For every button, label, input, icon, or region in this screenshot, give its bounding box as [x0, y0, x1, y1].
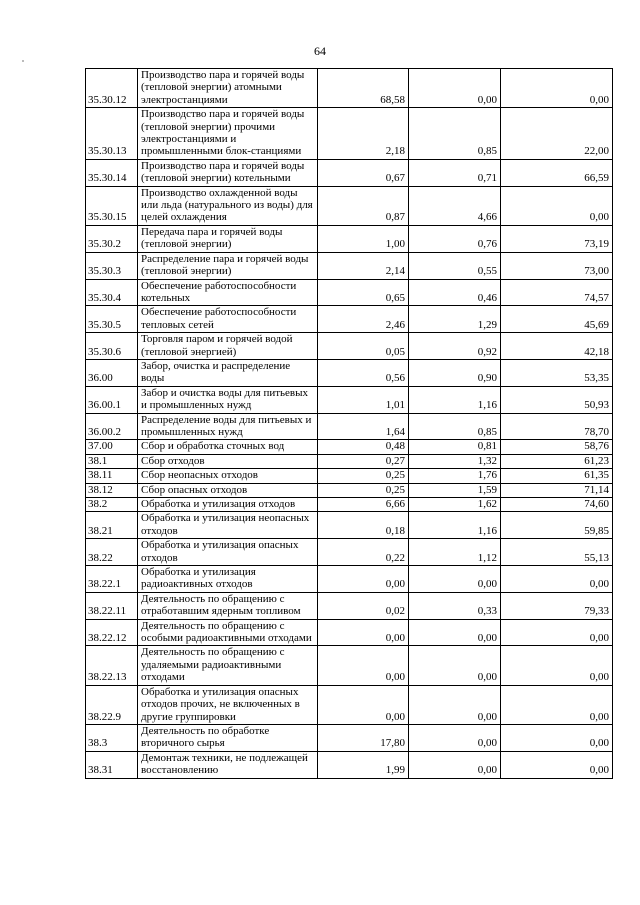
row-code-cell: 38.1	[86, 454, 138, 468]
row-name-cell: Передача пара и горячей воды (тепловой энергии)	[138, 225, 318, 252]
row-code-cell: 38.3	[86, 724, 138, 751]
row-code-cell: 38.22.1	[86, 566, 138, 593]
row-name-cell: Деятельность по обработке вторичного сырья	[138, 724, 318, 751]
row-value-1-cell: 0,05	[318, 333, 409, 360]
row-code-cell: 37.00	[86, 440, 138, 454]
row-value-2-cell: 0,46	[409, 279, 501, 306]
row-name-cell: Обработка и утилизация опасных отходов	[138, 539, 318, 566]
row-value-2-cell: 0,33	[409, 592, 501, 619]
row-value-3-cell: 0,00	[501, 186, 613, 225]
row-value-2-cell: 0,00	[409, 69, 501, 108]
row-name-cell: Сбор опасных отходов	[138, 483, 318, 497]
row-value-2-cell: 0,00	[409, 646, 501, 685]
table-row	[86, 69, 613, 108]
table-row	[86, 483, 613, 497]
row-value-3-cell: 55,13	[501, 539, 613, 566]
row-value-3-cell: 0,00	[501, 685, 613, 724]
row-code-cell: 38.11	[86, 469, 138, 483]
row-name-cell: Производство охлажденной воды или льда (натурального из воды) для целей охлаждения	[138, 186, 318, 225]
row-name-cell: Производство пара и горячей воды (тепловой энергии) котельными	[138, 159, 318, 186]
row-code-cell: 38.22.13	[86, 646, 138, 685]
row-value-2-cell: 0,85	[409, 413, 501, 440]
row-code-cell: 35.30.13	[86, 108, 138, 160]
row-code-cell: 35.30.14	[86, 159, 138, 186]
row-code-cell: 38.22.12	[86, 619, 138, 646]
row-code-cell: 35.30.3	[86, 252, 138, 279]
table-row	[86, 279, 613, 306]
table-row	[86, 186, 613, 225]
row-value-2-cell: 1,59	[409, 483, 501, 497]
row-code-cell: 35.30.6	[86, 333, 138, 360]
row-value-2-cell: 0,00	[409, 724, 501, 751]
row-value-3-cell: 0,00	[501, 69, 613, 108]
table-row	[86, 333, 613, 360]
row-value-2-cell: 0,76	[409, 225, 501, 252]
row-name-cell: Деятельность по обращению с отработавшим ядерным топливом	[138, 592, 318, 619]
row-code-cell: 38.22.9	[86, 685, 138, 724]
table-row	[86, 454, 613, 468]
row-name-cell: Забор и очистка воды для питьевых и промышленных нужд	[138, 386, 318, 413]
row-name-cell: Обработка и утилизация радиоактивных отходов	[138, 566, 318, 593]
row-value-2-cell: 0,71	[409, 159, 501, 186]
row-value-1-cell: 68,58	[318, 69, 409, 108]
row-value-2-cell: 0,90	[409, 359, 501, 386]
row-name-cell: Обеспечение работоспособности котельных	[138, 279, 318, 306]
row-name-cell: Обработка и утилизация неопасных отходов	[138, 512, 318, 539]
row-name-cell: Распределение пара и горячей воды (тепловой энергии)	[138, 252, 318, 279]
row-code-cell: 38.2	[86, 498, 138, 512]
table-row	[86, 386, 613, 413]
table-row	[86, 306, 613, 333]
table-row	[86, 539, 613, 566]
row-value-1-cell: 0,00	[318, 646, 409, 685]
page-number: 64	[314, 44, 326, 58]
row-value-1-cell: 1,99	[318, 751, 409, 778]
row-name-cell: Производство пара и горячей воды (тепловой энергии) прочими электростанциями и промышленными блок-станциями	[138, 108, 318, 160]
row-name-cell: Производство пара и горячей воды (тепловой энергии) атомными электростанциями	[138, 69, 318, 108]
row-value-2-cell: 0,85	[409, 108, 501, 160]
row-value-2-cell: 0,55	[409, 252, 501, 279]
row-value-1-cell: 0,18	[318, 512, 409, 539]
row-value-3-cell: 78,70	[501, 413, 613, 440]
table-body	[86, 69, 613, 779]
row-value-2-cell: 1,16	[409, 512, 501, 539]
row-value-1-cell: 0,67	[318, 159, 409, 186]
row-value-1-cell: 2,14	[318, 252, 409, 279]
table-row	[86, 751, 613, 778]
row-value-1-cell: 2,46	[318, 306, 409, 333]
table-row	[86, 512, 613, 539]
table-row	[86, 252, 613, 279]
row-value-1-cell: 0,56	[318, 359, 409, 386]
row-value-3-cell: 74,57	[501, 279, 613, 306]
row-value-1-cell: 0,87	[318, 186, 409, 225]
row-value-3-cell: 0,00	[501, 619, 613, 646]
row-value-3-cell: 73,00	[501, 252, 613, 279]
row-value-2-cell: 1,16	[409, 386, 501, 413]
row-value-2-cell: 0,81	[409, 440, 501, 454]
row-value-3-cell: 59,85	[501, 512, 613, 539]
row-code-cell: 38.31	[86, 751, 138, 778]
row-value-2-cell: 0,00	[409, 751, 501, 778]
row-code-cell: 36.00.1	[86, 386, 138, 413]
data-table	[85, 68, 613, 779]
row-value-2-cell: 1,29	[409, 306, 501, 333]
row-value-1-cell: 1,64	[318, 413, 409, 440]
row-value-3-cell: 53,35	[501, 359, 613, 386]
table-row	[86, 225, 613, 252]
table-row	[86, 566, 613, 593]
row-value-3-cell: 0,00	[501, 566, 613, 593]
row-name-cell: Обработка и утилизация опасных отходов прочих, не включенных в другие группировки	[138, 685, 318, 724]
row-name-cell: Распределение воды для питьевых и промышленных нужд	[138, 413, 318, 440]
row-value-1-cell: 0,65	[318, 279, 409, 306]
row-value-2-cell: 0,00	[409, 619, 501, 646]
row-value-3-cell: 50,93	[501, 386, 613, 413]
row-value-1-cell: 17,80	[318, 724, 409, 751]
row-name-cell: Деятельность по обращению с удаляемыми радиоактивными отходами	[138, 646, 318, 685]
row-value-2-cell: 1,12	[409, 539, 501, 566]
row-value-3-cell: 66,59	[501, 159, 613, 186]
row-name-cell: Демонтаж техники, не подлежащей восстановлению	[138, 751, 318, 778]
row-code-cell: 38.22.11	[86, 592, 138, 619]
row-value-2-cell: 0,00	[409, 566, 501, 593]
row-name-cell: Торговля паром и горячей водой (тепловой энергией)	[138, 333, 318, 360]
row-name-cell: Сбор неопасных отходов	[138, 469, 318, 483]
table-row	[86, 592, 613, 619]
table-row	[86, 413, 613, 440]
table-row	[86, 646, 613, 685]
row-code-cell: 38.21	[86, 512, 138, 539]
row-value-1-cell: 0,48	[318, 440, 409, 454]
row-name-cell: Обеспечение работоспособности тепловых сетей	[138, 306, 318, 333]
row-code-cell: 38.22	[86, 539, 138, 566]
row-name-cell: Забор, очистка и распределение воды	[138, 359, 318, 386]
row-code-cell: 38.12	[86, 483, 138, 497]
row-value-2-cell: 1,76	[409, 469, 501, 483]
row-value-2-cell: 0,00	[409, 685, 501, 724]
row-value-1-cell: 0,25	[318, 469, 409, 483]
row-value-3-cell: 74,60	[501, 498, 613, 512]
row-value-1-cell: 2,18	[318, 108, 409, 160]
row-value-2-cell: 0,92	[409, 333, 501, 360]
row-value-3-cell: 0,00	[501, 646, 613, 685]
row-value-1-cell: 1,00	[318, 225, 409, 252]
row-code-cell: 35.30.4	[86, 279, 138, 306]
row-code-cell: 36.00.2	[86, 413, 138, 440]
row-name-cell: Сбор отходов	[138, 454, 318, 468]
row-value-3-cell: 71,14	[501, 483, 613, 497]
row-value-1-cell: 0,25	[318, 483, 409, 497]
row-name-cell: Деятельность по обращению с особыми радиоактивными отходами	[138, 619, 318, 646]
row-value-2-cell: 1,62	[409, 498, 501, 512]
row-value-3-cell: 42,18	[501, 333, 613, 360]
row-name-cell: Сбор и обработка сточных вод	[138, 440, 318, 454]
scan-artifact	[22, 60, 24, 62]
row-code-cell: 36.00	[86, 359, 138, 386]
table-row	[86, 685, 613, 724]
table-row	[86, 440, 613, 454]
row-name-cell: Обработка и утилизация отходов	[138, 498, 318, 512]
row-value-1-cell: 0,00	[318, 619, 409, 646]
row-value-3-cell: 58,76	[501, 440, 613, 454]
row-value-3-cell: 22,00	[501, 108, 613, 160]
row-code-cell: 35.30.15	[86, 186, 138, 225]
row-value-3-cell: 45,69	[501, 306, 613, 333]
row-value-3-cell: 0,00	[501, 724, 613, 751]
row-value-3-cell: 73,19	[501, 225, 613, 252]
table-row	[86, 159, 613, 186]
table-row	[86, 359, 613, 386]
row-code-cell: 35.30.12	[86, 69, 138, 108]
row-value-1-cell: 0,00	[318, 685, 409, 724]
table-row	[86, 108, 613, 160]
row-code-cell: 35.30.5	[86, 306, 138, 333]
row-value-3-cell: 0,00	[501, 751, 613, 778]
row-value-1-cell: 1,01	[318, 386, 409, 413]
row-value-3-cell: 79,33	[501, 592, 613, 619]
row-value-1-cell: 0,00	[318, 566, 409, 593]
table-row	[86, 469, 613, 483]
row-value-2-cell: 4,66	[409, 186, 501, 225]
row-value-1-cell: 0,27	[318, 454, 409, 468]
row-value-1-cell: 0,02	[318, 592, 409, 619]
row-value-1-cell: 6,66	[318, 498, 409, 512]
table-row	[86, 724, 613, 751]
table-row	[86, 619, 613, 646]
row-code-cell: 35.30.2	[86, 225, 138, 252]
row-value-1-cell: 0,22	[318, 539, 409, 566]
row-value-2-cell: 1,32	[409, 454, 501, 468]
row-value-3-cell: 61,23	[501, 454, 613, 468]
table-row	[86, 498, 613, 512]
row-value-3-cell: 61,35	[501, 469, 613, 483]
